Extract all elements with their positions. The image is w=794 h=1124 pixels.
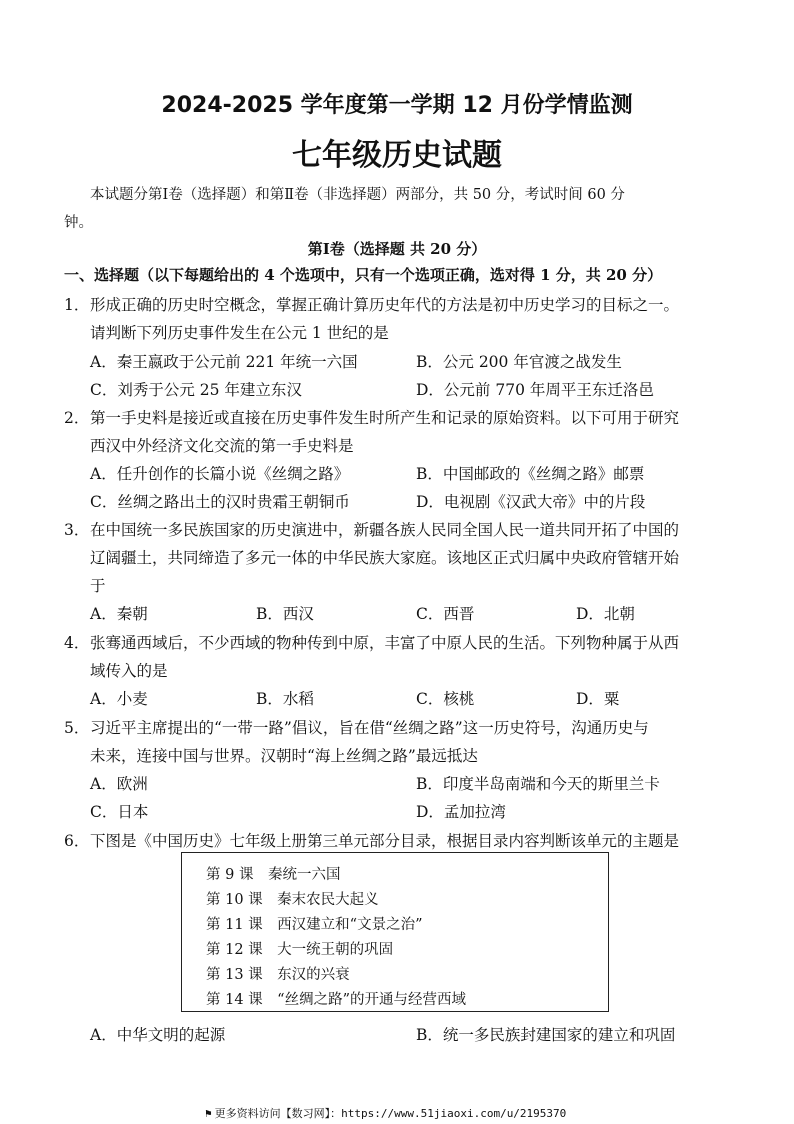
question-text-line: 西汉中外经济文化交流的第一手史料是	[90, 437, 354, 455]
footer-text[interactable]: 更多资料访问【数习网】：https://www.51jiaoxi.com/u/2195370	[214, 1107, 567, 1120]
question-text-line: 在中国统一多民族国家的历史演进中，新疆各族人民同全国人民一道共同开拓了中国的	[90, 521, 680, 539]
option-d: D．粟	[576, 690, 620, 708]
question-number: 3．	[64, 521, 90, 539]
option-b: B．印度半岛南端和今天的斯里兰卡	[416, 775, 660, 793]
option-a: A．小麦	[90, 690, 148, 708]
question-text-line: 张骞通西域后，不少西域的物种传到中原，丰富了中原人民的生活。下列物种属于从西	[90, 634, 680, 652]
question-text-line: 下图是《中国历史》七年级上册第三单元部分目录，根据目录内容判断该单元的主题是	[90, 832, 680, 850]
option-a: A．秦朝	[90, 605, 148, 623]
question-text-line: 第一手史料是接近或直接在历史事件发生时所产生和记录的原始资料。以下可用于研究	[90, 409, 680, 427]
question-number: 5．	[64, 719, 90, 737]
option-c: C．核桃	[416, 690, 475, 708]
exam-subject-title: 七年级历史试题	[292, 138, 502, 173]
section-title: 一、选择题（以下每题给出的 4 个选项中，只有一个选项正确，选对得 1 分，共 20 分）	[64, 266, 663, 284]
option-b: B．水稻	[256, 690, 314, 708]
toc-item: 第 9 课 秦统一六国	[206, 867, 341, 883]
question-number: 6．	[64, 832, 90, 850]
option-d: D．北朝	[576, 605, 635, 623]
question-text-line: 习近平主席提出的“一带一路”倡议，旨在借“丝绸之路”这一历史符号，沟通历史与	[90, 719, 649, 737]
question-text-line: 形成正确的历史时空概念，掌握正确计算历史年代的方法是初中历史学习的目标之一。	[90, 296, 680, 314]
question-text-line: 于	[90, 577, 106, 595]
option-b: B．公元 200 年官渡之战发生	[416, 353, 622, 371]
question-text-line: 未来，连接中国与世界。汉朝时“海上丝绸之路”最远抵达	[90, 747, 478, 765]
toc-item: 第 14 课 “丝绸之路”的开通与经营西域	[206, 992, 466, 1008]
question-text-line: 请判断下列历史事件发生在公元 1 世纪的是	[90, 324, 389, 342]
option-d: D．电视剧《汉武大帝》中的片段	[416, 493, 646, 511]
option-b: B．统一多民族封建国家的建立和巩固	[416, 1026, 676, 1044]
question-number: 1．	[64, 296, 90, 314]
option-d: D．公元前 770 年周平王东迁洛邑	[416, 381, 654, 399]
option-a: A．任升创作的长篇小说《丝绸之路》	[90, 465, 350, 483]
question-text-line: 域传入的是	[90, 662, 168, 680]
toc-item: 第 13 课 东汉的兴衰	[206, 967, 350, 983]
toc-item: 第 11 课 西汉建立和“文景之治”	[206, 917, 423, 933]
question-number: 4．	[64, 634, 90, 652]
toc-item: 第 12 课 大一统王朝的巩固	[206, 942, 394, 958]
option-b: B．西汉	[256, 605, 314, 623]
flag-icon: ⚑	[205, 1107, 212, 1120]
option-c: C．日本	[90, 803, 149, 821]
exam-header-title: 2024-2025 学年度第一学期 12 月份学情监测	[161, 93, 633, 118]
question-number: 2．	[64, 409, 90, 427]
option-a: A．秦王嬴政于公元前 221 年统一六国	[90, 353, 358, 371]
toc-item: 第 10 课 秦末农民大起义	[206, 892, 379, 908]
option-a: A．中华文明的起源	[90, 1026, 226, 1044]
question-text-line: 辽阔疆土，共同缔造了多元一体的中华民族大家庭。该地区正式归属中央政府管辖开始	[90, 549, 680, 567]
exam-intro-line-2: 钟。	[64, 215, 93, 231]
option-a: A．欧洲	[90, 775, 148, 793]
part-1-title: 第Ⅰ卷（选择题 共 20 分）	[307, 240, 487, 258]
textbook-contents-box	[181, 852, 609, 1012]
option-c: C．刘秀于公元 25 年建立东汉	[90, 381, 302, 399]
option-b: B．中国邮政的《丝绸之路》邮票	[416, 465, 645, 483]
exam-intro-line-1: 本试题分第Ⅰ卷（选择题）和第Ⅱ卷（非选择题）两部分，共 50 分，考试时间 60 分	[90, 187, 625, 203]
option-d: D．孟加拉湾	[416, 803, 506, 821]
option-c: C．西晋	[416, 605, 475, 623]
footer-link[interactable]	[205, 1105, 566, 1121]
option-c: C．丝绸之路出土的汉时贵霜王朝铜币	[90, 493, 350, 511]
